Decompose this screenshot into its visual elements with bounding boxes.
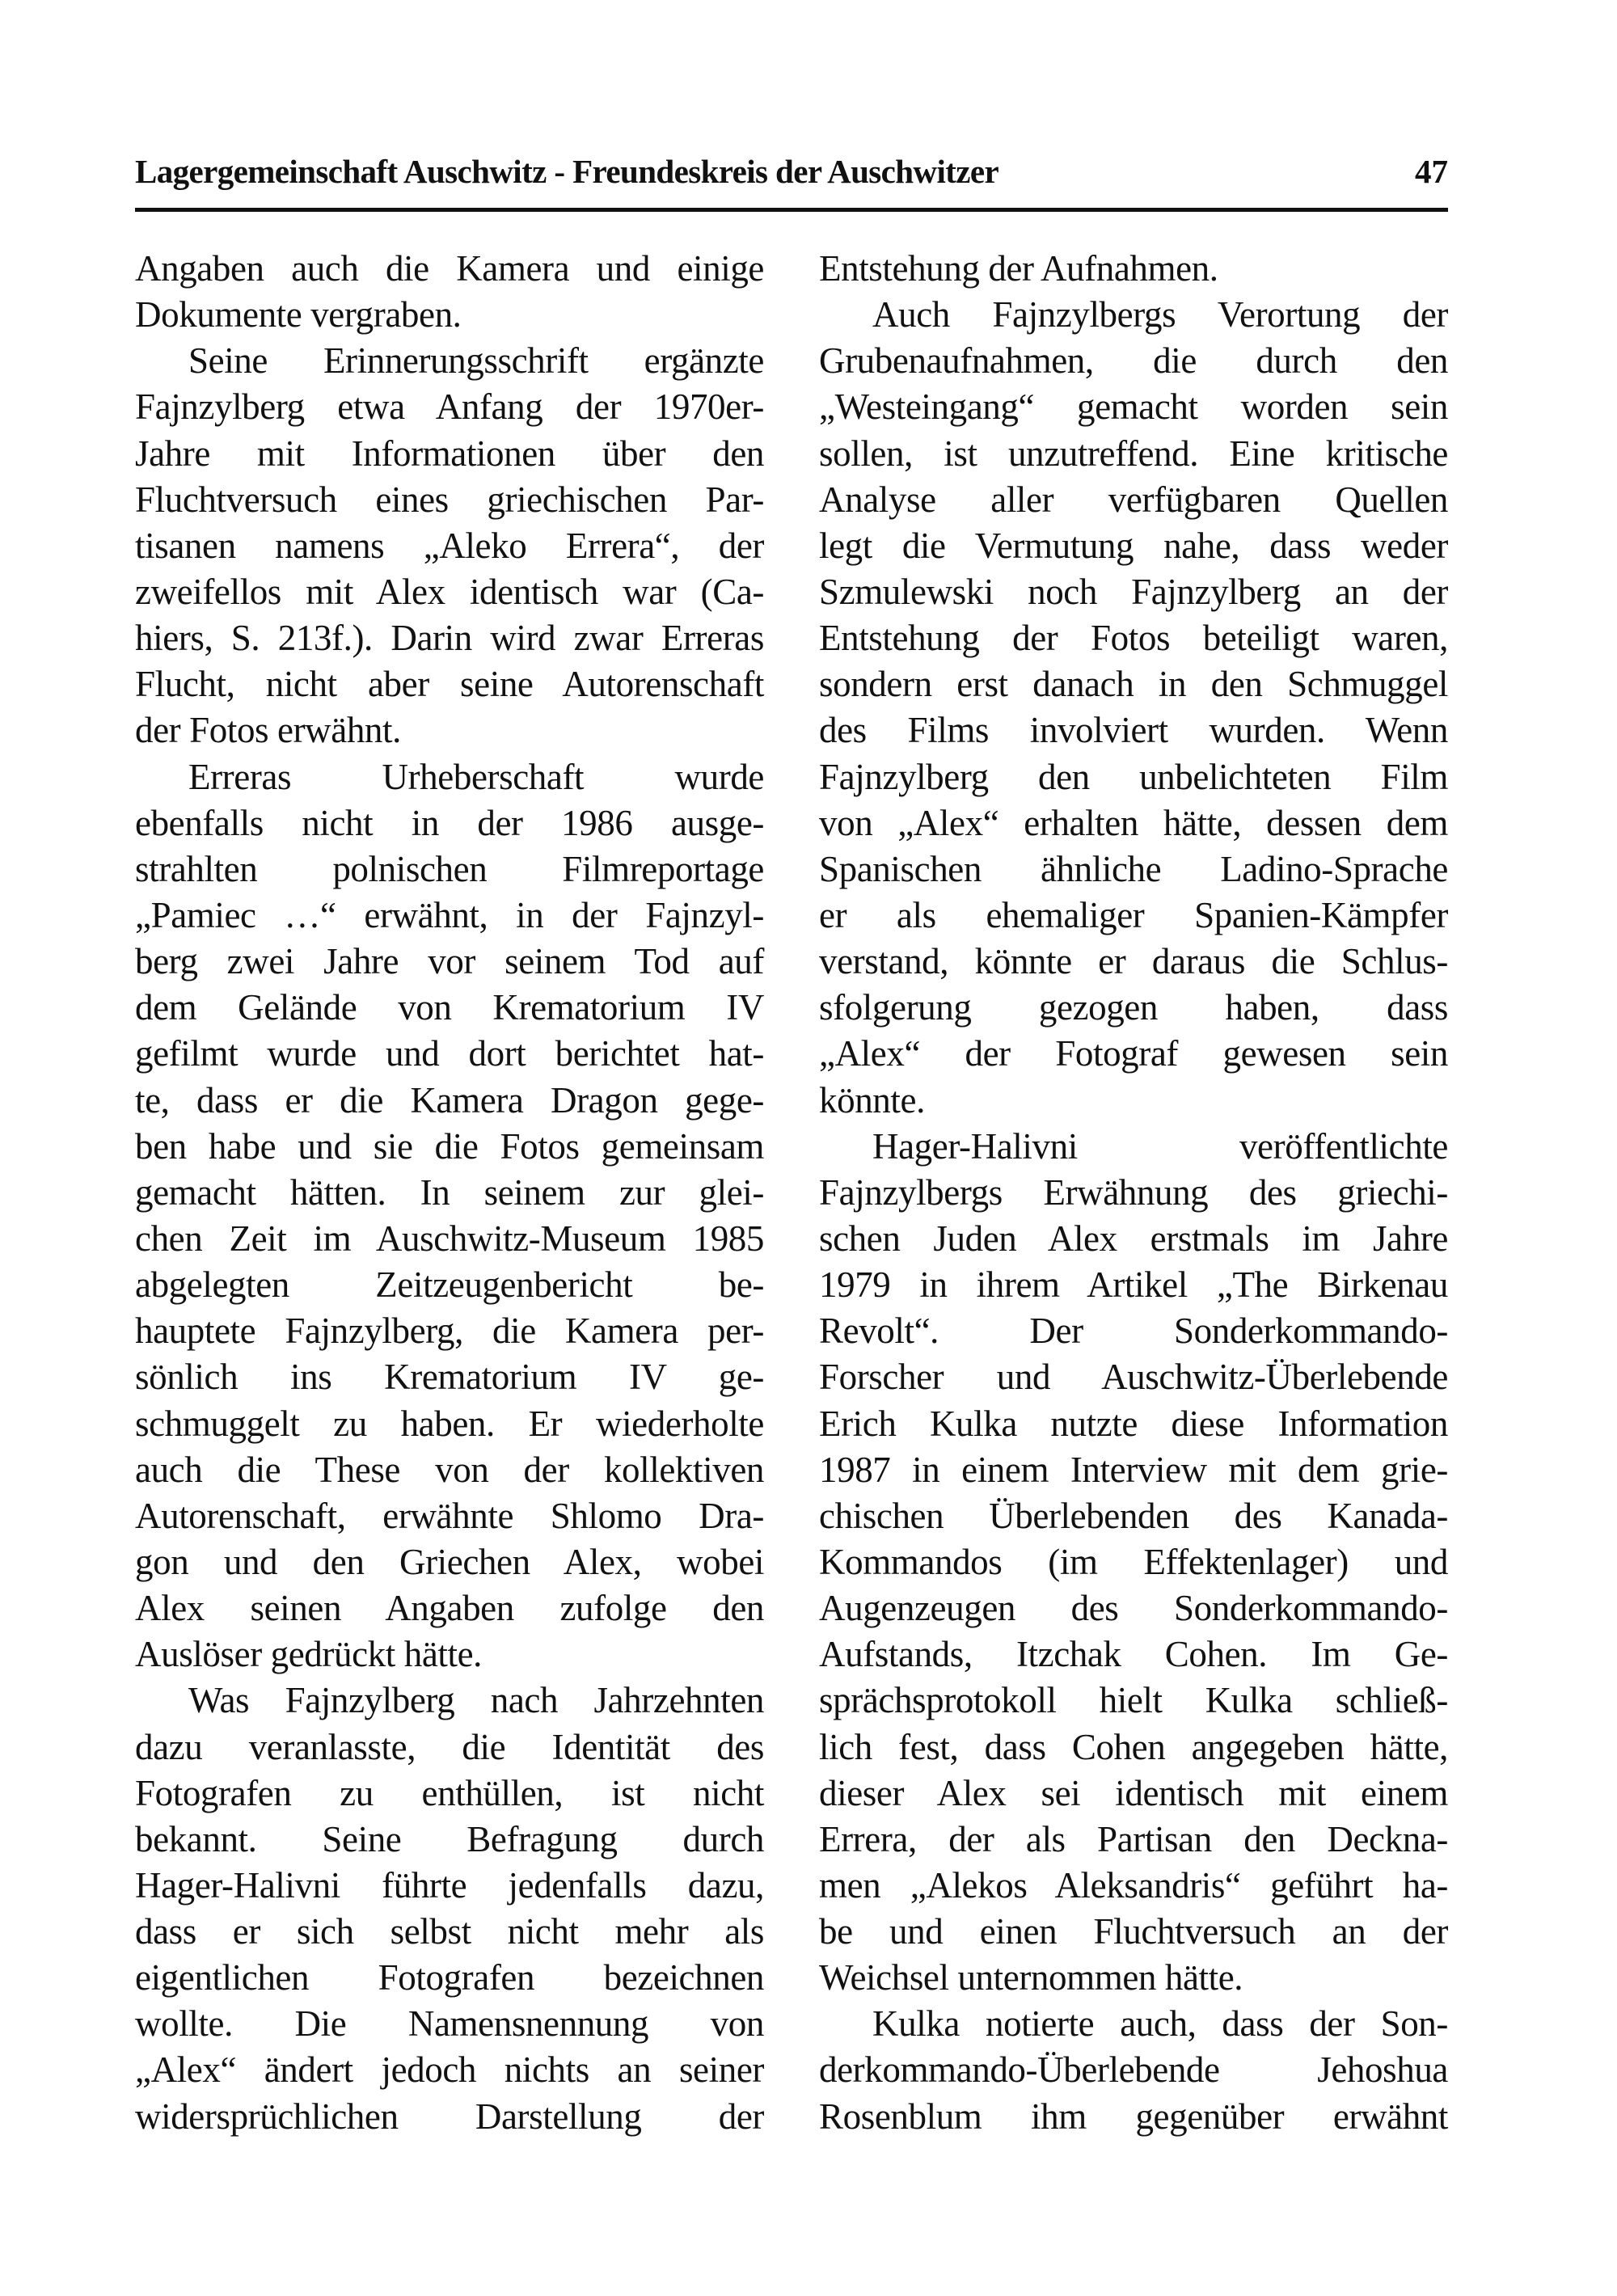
text-line: Erich Kulka nutzte diese Information xyxy=(819,1403,1448,1444)
text-line: men „Alekos Aleksandris“ geführt ha- xyxy=(819,1864,1448,1906)
text-line: ebenfalls nicht in der 1986 ausge- xyxy=(135,802,764,843)
text-line: 1979 in ihrem Artikel „The Birkenau xyxy=(819,1264,1448,1306)
text-line: be und einen Fluchtversuch an der xyxy=(819,1911,1448,1952)
text-line: Kommandos (im Effektenlager) und xyxy=(819,1541,1448,1582)
text-line: gon und den Griechen Alex, wobei xyxy=(135,1541,764,1582)
text-line: Forscher und Auschwitz-Überlebende xyxy=(819,1357,1448,1398)
text-line: legt die Vermutung nahe, dass weder xyxy=(819,525,1448,566)
header-rule xyxy=(135,208,1448,212)
text-line: sprächsprotokoll hielt Kulka schließ- xyxy=(819,1680,1448,1721)
text-line: zweifellos mit Alex identisch war (Ca- xyxy=(135,571,764,612)
text-line: Szmulewski noch Fajnzylberg an der xyxy=(819,571,1448,612)
text-line: der Fotos erwähnt. xyxy=(135,710,401,751)
text-line: sollen, ist unzutreffend. Eine kritische xyxy=(819,433,1448,474)
text-line: eigentlichen Fotografen bezeichnen xyxy=(135,1957,764,1998)
text-line: berg zwei Jahre vor seinem Tod auf xyxy=(135,941,764,982)
text-line: „Alex“ der Fotograf gewesen sein xyxy=(819,1033,1448,1074)
text-line: bekannt. Seine Befragung durch xyxy=(135,1818,764,1859)
text-line: schen Juden Alex erstmals im Jahre xyxy=(819,1218,1448,1259)
text-line: strahlten polnischen Filmreportage xyxy=(135,848,764,889)
text-line: dazu veranlasste, die Identität des xyxy=(135,1726,764,1767)
text-line: „Westeingang“ gemacht worden sein xyxy=(819,386,1448,428)
text-line: Alex seinen Angaben zufolge den xyxy=(135,1588,764,1629)
text-line: könnte. xyxy=(819,1079,925,1121)
text-line: lich fest, dass Cohen angegeben hätte, xyxy=(819,1726,1448,1767)
text-line: verstand, könnte er daraus die Schlus- xyxy=(819,941,1448,982)
running-header xyxy=(135,154,1448,189)
text-line: gemacht hätten. In seinem zur glei- xyxy=(135,1171,764,1213)
text-line: des Films involviert wurden. Wenn xyxy=(819,710,1448,751)
text-line: Hager-Halivni veröffentlichte xyxy=(872,1125,1448,1167)
text-line: von „Alex“ erhalten hätte, dessen dem xyxy=(819,802,1448,843)
text-line: Fotografen zu enthüllen, ist nicht xyxy=(135,1772,764,1813)
text-line: Jahre mit Informationen über den xyxy=(135,433,764,474)
text-line: Analyse aller verfügbaren Quellen xyxy=(819,479,1448,520)
text-line: abgelegten Zeitzeugenbericht be- xyxy=(135,1264,764,1306)
text-line: Fajnzylberg etwa Anfang der 1970er- xyxy=(135,386,764,428)
text-line: Kulka notierte auch, dass der Son- xyxy=(872,2003,1448,2045)
text-line: Was Fajnzylberg nach Jahrzehnten xyxy=(188,1680,764,1721)
running-header-title: Lagergemeinschaft Auschwitz - Freundeskreis der Auschwitzer xyxy=(135,153,999,190)
text-line: Fluchtversuch eines griechischen Par- xyxy=(135,479,764,520)
text-line: chen Zeit im Auschwitz-Museum 1985 xyxy=(135,1218,764,1259)
text-line: Augenzeugen des Sonderkommando- xyxy=(819,1588,1448,1629)
text-line: Angaben auch die Kamera und einige xyxy=(135,248,764,289)
text-line: te, dass er die Kamera Dragon gege- xyxy=(135,1079,764,1121)
text-line: auch die These von der kollektiven xyxy=(135,1449,764,1490)
text-line: widersprüchlichen Darstellung der xyxy=(135,2096,764,2137)
text-line: Autorenschaft, erwähnte Shlomo Dra- xyxy=(135,1495,764,1536)
text-line: 1987 in einem Interview mit dem grie- xyxy=(819,1449,1448,1490)
text-line: Entstehung der Aufnahmen. xyxy=(819,248,1218,289)
text-line: chischen Überlebenden des Kanada- xyxy=(819,1495,1448,1536)
text-line: schmuggelt zu haben. Er wiederholte xyxy=(135,1403,764,1444)
text-line: Dokumente vergraben. xyxy=(135,294,462,336)
text-line: „Alex“ ändert jedoch nichts an seiner xyxy=(135,2049,764,2091)
page-number: 47 xyxy=(1415,153,1448,190)
text-line: Seine Erinnerungsschrift ergänzte xyxy=(188,340,764,382)
text-line: Weichsel unternommen hätte. xyxy=(819,1957,1243,1998)
text-line: dieser Alex sei identisch mit einem xyxy=(819,1772,1448,1813)
text-line: wollte. Die Namensnennung von xyxy=(135,2003,764,2045)
text-line: Fajnzylberg den unbelichteten Film xyxy=(819,756,1448,797)
text-line: Rosenblum ihm gegenüber erwähnt xyxy=(819,2096,1448,2137)
text-line: gefilmt wurde und dort berichtet hat- xyxy=(135,1033,764,1074)
text-line: sondern erst danach in den Schmuggel xyxy=(819,664,1448,705)
text-line: dass er sich selbst nicht mehr als xyxy=(135,1911,764,1952)
text-line: „Pamiec …“ erwähnt, in der Fajnzyl- xyxy=(135,894,764,935)
text-line: Entstehung der Fotos beteiligt waren, xyxy=(819,618,1448,659)
text-line: tisanen namens „Aleko Errera“, der xyxy=(135,525,764,566)
text-line: sönlich ins Krematorium IV ge- xyxy=(135,1357,764,1398)
text-line: Errera, der als Partisan den Deckna- xyxy=(819,1818,1448,1859)
text-line: hiers, S. 213f.). Darin wird zwar Erreras xyxy=(135,618,764,659)
text-line: ben habe und sie die Fotos gemeinsam xyxy=(135,1125,764,1167)
text-line: derkommando-Überlebende Jehoshua xyxy=(819,2049,1448,2091)
text-line: Grubenaufnahmen, die durch den xyxy=(819,340,1448,382)
text-line: Auch Fajnzylbergs Verortung der xyxy=(872,294,1448,336)
text-line: Revolt“. Der Sonderkommando- xyxy=(819,1310,1448,1352)
text-line: Auslöser gedrückt hätte. xyxy=(135,1634,483,1675)
text-line: er als ehemaliger Spanien-Kämpfer xyxy=(819,894,1448,935)
text-line: Flucht, nicht aber seine Autorenschaft xyxy=(135,664,764,705)
text-column-left xyxy=(135,246,764,2140)
text-line: Hager-Halivni führte jedenfalls dazu, xyxy=(135,1864,764,1906)
text-line: Spanischen ähnliche Ladino-Sprache xyxy=(819,848,1448,889)
text-line: Aufstands, Itzchak Cohen. Im Ge- xyxy=(819,1634,1448,1675)
text-line: sfolgerung gezogen haben, dass xyxy=(819,987,1448,1028)
text-column-right xyxy=(819,246,1448,2140)
text-line: Erreras Urheberschaft wurde xyxy=(188,756,764,797)
text-line: Fajnzylbergs Erwähnung des griechi- xyxy=(819,1171,1448,1213)
text-line: dem Gelände von Krematorium IV xyxy=(135,987,764,1028)
text-line: hauptete Fajnzylberg, die Kamera per- xyxy=(135,1310,764,1352)
